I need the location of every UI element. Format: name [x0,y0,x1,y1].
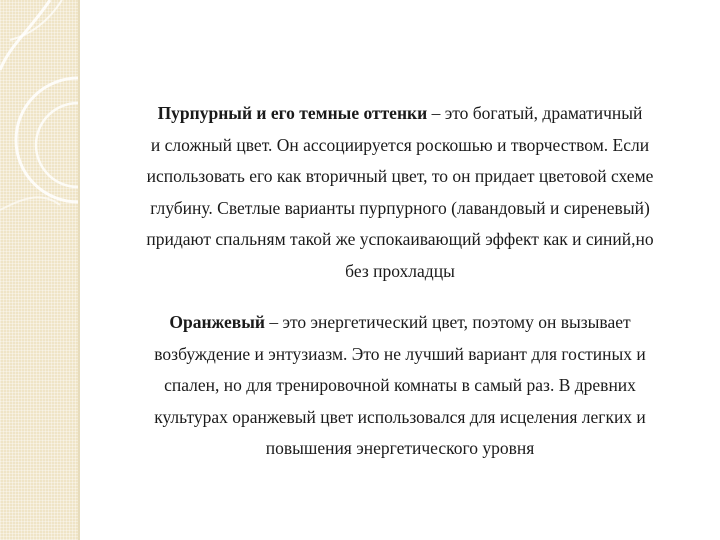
text-line: без прохладцы [345,260,455,281]
text-line: спален, но для тренировочной комнаты в самый раз. В древних [164,375,636,395]
text-line: культурах оранжевый цвет использовался для исцеления легких и [154,406,646,427]
text-line: и сложный цвет. Он ассоциируется роскошью и творчеством. Если [150,134,650,155]
text-line: – это энергетический цвет, поэтому он вызывает [264,312,631,332]
text-line: придают спальням такой же успокаивающий эффект как и синий,но [146,229,654,249]
term-orange: Оранжевый [169,312,265,332]
text-line: – это богатый, драматичный [427,103,643,123]
swirl-ornament-icon [0,0,78,260]
strip-divider [78,0,80,540]
text-line: повышения энергетического уровня [265,438,535,458]
slide-text [100,98,700,465]
paragraph-orange [100,307,700,465]
term-purple: Пурпурный и его темные оттенки [157,103,428,123]
paragraph-purple [100,98,700,287]
decorative-side-strip [0,0,78,540]
text-line: глубину. Светлые варианты пурпурного (лавандовый и сиреневый) [150,197,650,218]
text-line: возбуждение и энтузиазм. Это не лучший вариант для гостиных и [154,343,646,364]
text-line: использовать его как вторичный цвет, то он придает цветовой схеме [146,166,654,186]
